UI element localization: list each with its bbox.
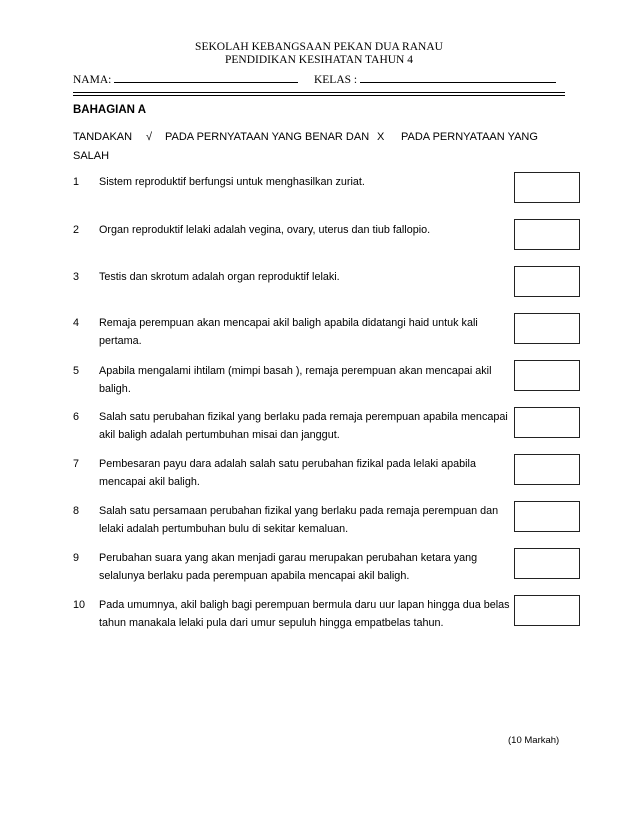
- question-number: 5: [73, 365, 80, 377]
- answer-box-9[interactable]: [514, 548, 580, 579]
- total-marks: (10 Markah): [508, 735, 560, 746]
- subject-title: PENDIDIKAN KESIHATAN TAHUN 4: [224, 54, 413, 66]
- question-number: 2: [73, 224, 80, 236]
- nama-field[interactable]: [114, 72, 298, 83]
- answer-box-2[interactable]: [514, 219, 580, 250]
- instr-pada: PADA PERNYATAAN YANG: [401, 131, 538, 143]
- question-text: Apabila mengalami ihtilam (mimpi basah ), remaja perempuan akan mencapai akil baligh.: [99, 365, 492, 395]
- question-text: Pembesaran payu dara adalah salah satu perubahan fizikal pada lelaki apabila mencapai akil baligh.: [99, 458, 476, 488]
- instr-tandakan: TANDAKAN: [73, 131, 133, 143]
- name-class-row: [73, 72, 556, 86]
- question-number: 1: [73, 176, 80, 188]
- question-text: Testis dan skrotum adalah organ reproduktif lelaki.: [99, 271, 340, 283]
- answer-box-5[interactable]: [514, 360, 580, 391]
- question-number: 3: [73, 271, 80, 283]
- question-number: 7: [73, 458, 80, 470]
- instr-x: X: [377, 131, 385, 143]
- answer-box-10[interactable]: [514, 595, 580, 626]
- instr-tick: √: [146, 131, 153, 143]
- question-text: Remaja perempuan akan mencapai akil baligh apabila didatangi haid untuk kali pertama.: [99, 317, 478, 347]
- answer-box-3[interactable]: [514, 266, 580, 297]
- section-title: BAHAGIAN A: [73, 104, 147, 116]
- header-divider-thin: [73, 95, 565, 96]
- answer-box-1[interactable]: [514, 172, 580, 203]
- question-number: 9: [73, 552, 80, 564]
- header-divider-thick: [73, 92, 565, 93]
- question-text: Pada umumnya, akil baligh bagi perempuan bermula daru uur lapan hingga dua belas tahun manakala lelaki pula dari umur sepuluh hingga empatbelas tahun.: [99, 599, 510, 629]
- answer-box-8[interactable]: [514, 501, 580, 532]
- kelas-label: KELAS :: [313, 74, 358, 86]
- answer-box-7[interactable]: [514, 454, 580, 485]
- question-text: Salah satu persamaan perubahan fizikal yang berlaku pada remaja perempuan dan lelaki adalah pertumbuhan bulu di sekitar kemaluan.: [99, 505, 499, 535]
- question-number: 4: [73, 317, 80, 329]
- nama-label: NAMA:: [73, 74, 112, 86]
- question-number: 6: [73, 411, 80, 423]
- question-number: 10: [73, 599, 86, 611]
- question-text: Sistem reproduktif berfungsi untuk menghasilkan zuriat.: [99, 176, 365, 188]
- school-name: SEKOLAH KEBANGSAAN PEKAN DUA RANAU: [195, 41, 443, 53]
- question-text: Perubahan suara yang akan menjadi garau merupakan perubahan ketara yang selalunya berlaku pada perempuan apabila mencapai akil baligh.: [99, 552, 478, 582]
- instr-salah: SALAH: [73, 150, 110, 162]
- answer-box-6[interactable]: [514, 407, 580, 438]
- instr-benar: PADA PERNYATAAN YANG BENAR DAN: [165, 131, 370, 143]
- kelas-field[interactable]: [360, 72, 556, 83]
- question-number: 8: [73, 505, 80, 517]
- question-text: Organ reproduktif lelaki adalah vegina, ovary, uterus dan tiub fallopio.: [99, 224, 431, 236]
- answer-box-4[interactable]: [514, 313, 580, 344]
- question-text: Salah satu perubahan fizikal yang berlaku pada remaja perempuan apabila mencapai akil baligh adalah pertumbuhan misai dan janggut.: [99, 411, 508, 441]
